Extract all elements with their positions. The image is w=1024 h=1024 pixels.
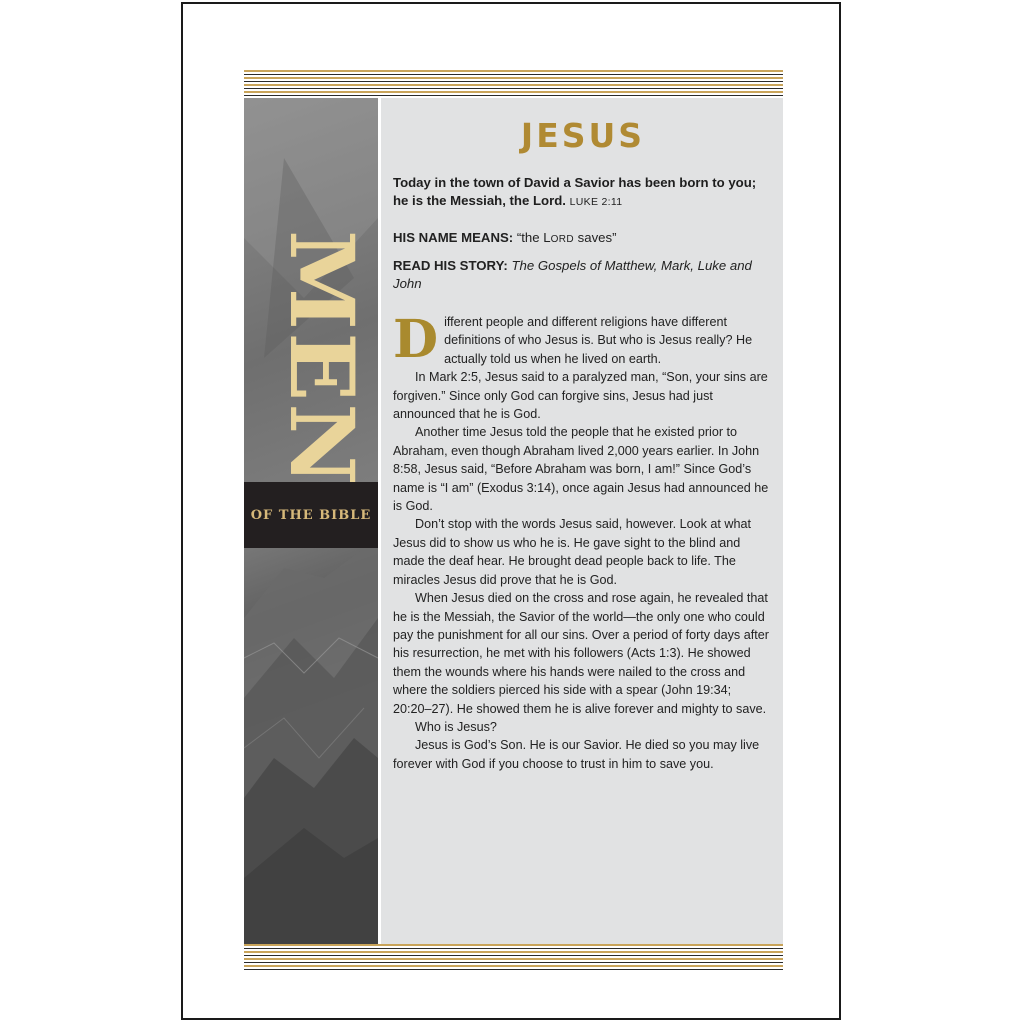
men-title-text: MEN <box>270 230 374 481</box>
series-subtitle: OF THE BIBLE <box>250 507 372 523</box>
read-story-value: The Gospels of Matthew, Mark, Luke and John <box>393 258 752 291</box>
read-story-label: READ HIS STORY: <box>393 258 508 273</box>
name-meaning <box>393 229 773 249</box>
article-body <box>393 309 773 773</box>
paragraph-5: When Jesus died on the cross and rose again, he revealed that he is the Messiah, the Savior of the world—the only one who could pay the punishment for all our sins. Over a period of forty days after his resurrection, he met with his followers (Acts 1:3). He showed them the wounds where his hands were nailed to the cross and where the soldiers pierced his side with a spear (John 19:34; 20:20–27). He showed them he is alive forever and mighty to save. <box>393 591 769 716</box>
name-meaning-open: “the <box>516 230 544 245</box>
verse-reference: LUKE 2:11 <box>569 196 623 208</box>
top-decorative-stripes <box>244 70 783 98</box>
paragraph-7: Jesus is God’s Son. He is our Savior. He died so you may live forever with God if you choose to trust in him to save you. <box>393 738 760 771</box>
bottom-decorative-stripes <box>244 944 783 972</box>
lord-initial: L <box>543 230 551 245</box>
paragraph-6: Who is Jesus? <box>415 719 497 734</box>
paragraph-4: Don’t stop with the words Jesus said, however. Look at what Jesus did to show us who he is. He gave sight to the blind and made the deaf hear. He brought dead people back to life. The miracles Jesus did prove that he is God. <box>393 517 752 587</box>
subtitle-box <box>244 482 378 548</box>
paragraph-3: Another time Jesus told the people that he existed prior to Abraham, even though Abraham lived 2,000 years earlier. In John 8:58, Jesus said, “Before Abraham was born, I am!” Since God’s name is “I am” (Exodus 3:14), once again Jesus had announced he is God. <box>393 425 769 514</box>
dropcap-letter: D <box>393 309 439 370</box>
name-meaning-close: saves” <box>573 230 617 245</box>
read-story <box>393 257 773 293</box>
paragraph-1 <box>393 309 773 370</box>
key-verse <box>393 174 773 211</box>
paragraph-2: In Mark 2:5, Jesus said to a paralyzed man, “Son, your sins are forgiven.” Since only God can forgive sins, Jesus had just announced that he is God. <box>393 370 768 422</box>
article-heading: JESUS <box>520 116 646 155</box>
lord-small-caps: ORD <box>550 234 574 245</box>
men-title-graphic <box>270 230 374 490</box>
verse-text: Today in the town of David a Savior has been born to you; he is the Messiah, the Lord. <box>393 175 757 208</box>
paragraph-1-text: ifferent people and different religions have different definitions of who Jesus is. But who is Jesus really? He actually told us when he lived on earth. <box>444 315 753 366</box>
name-meaning-label: HIS NAME MEANS: <box>393 230 514 245</box>
men-vertical-title <box>270 230 374 490</box>
article-panel <box>381 98 783 944</box>
